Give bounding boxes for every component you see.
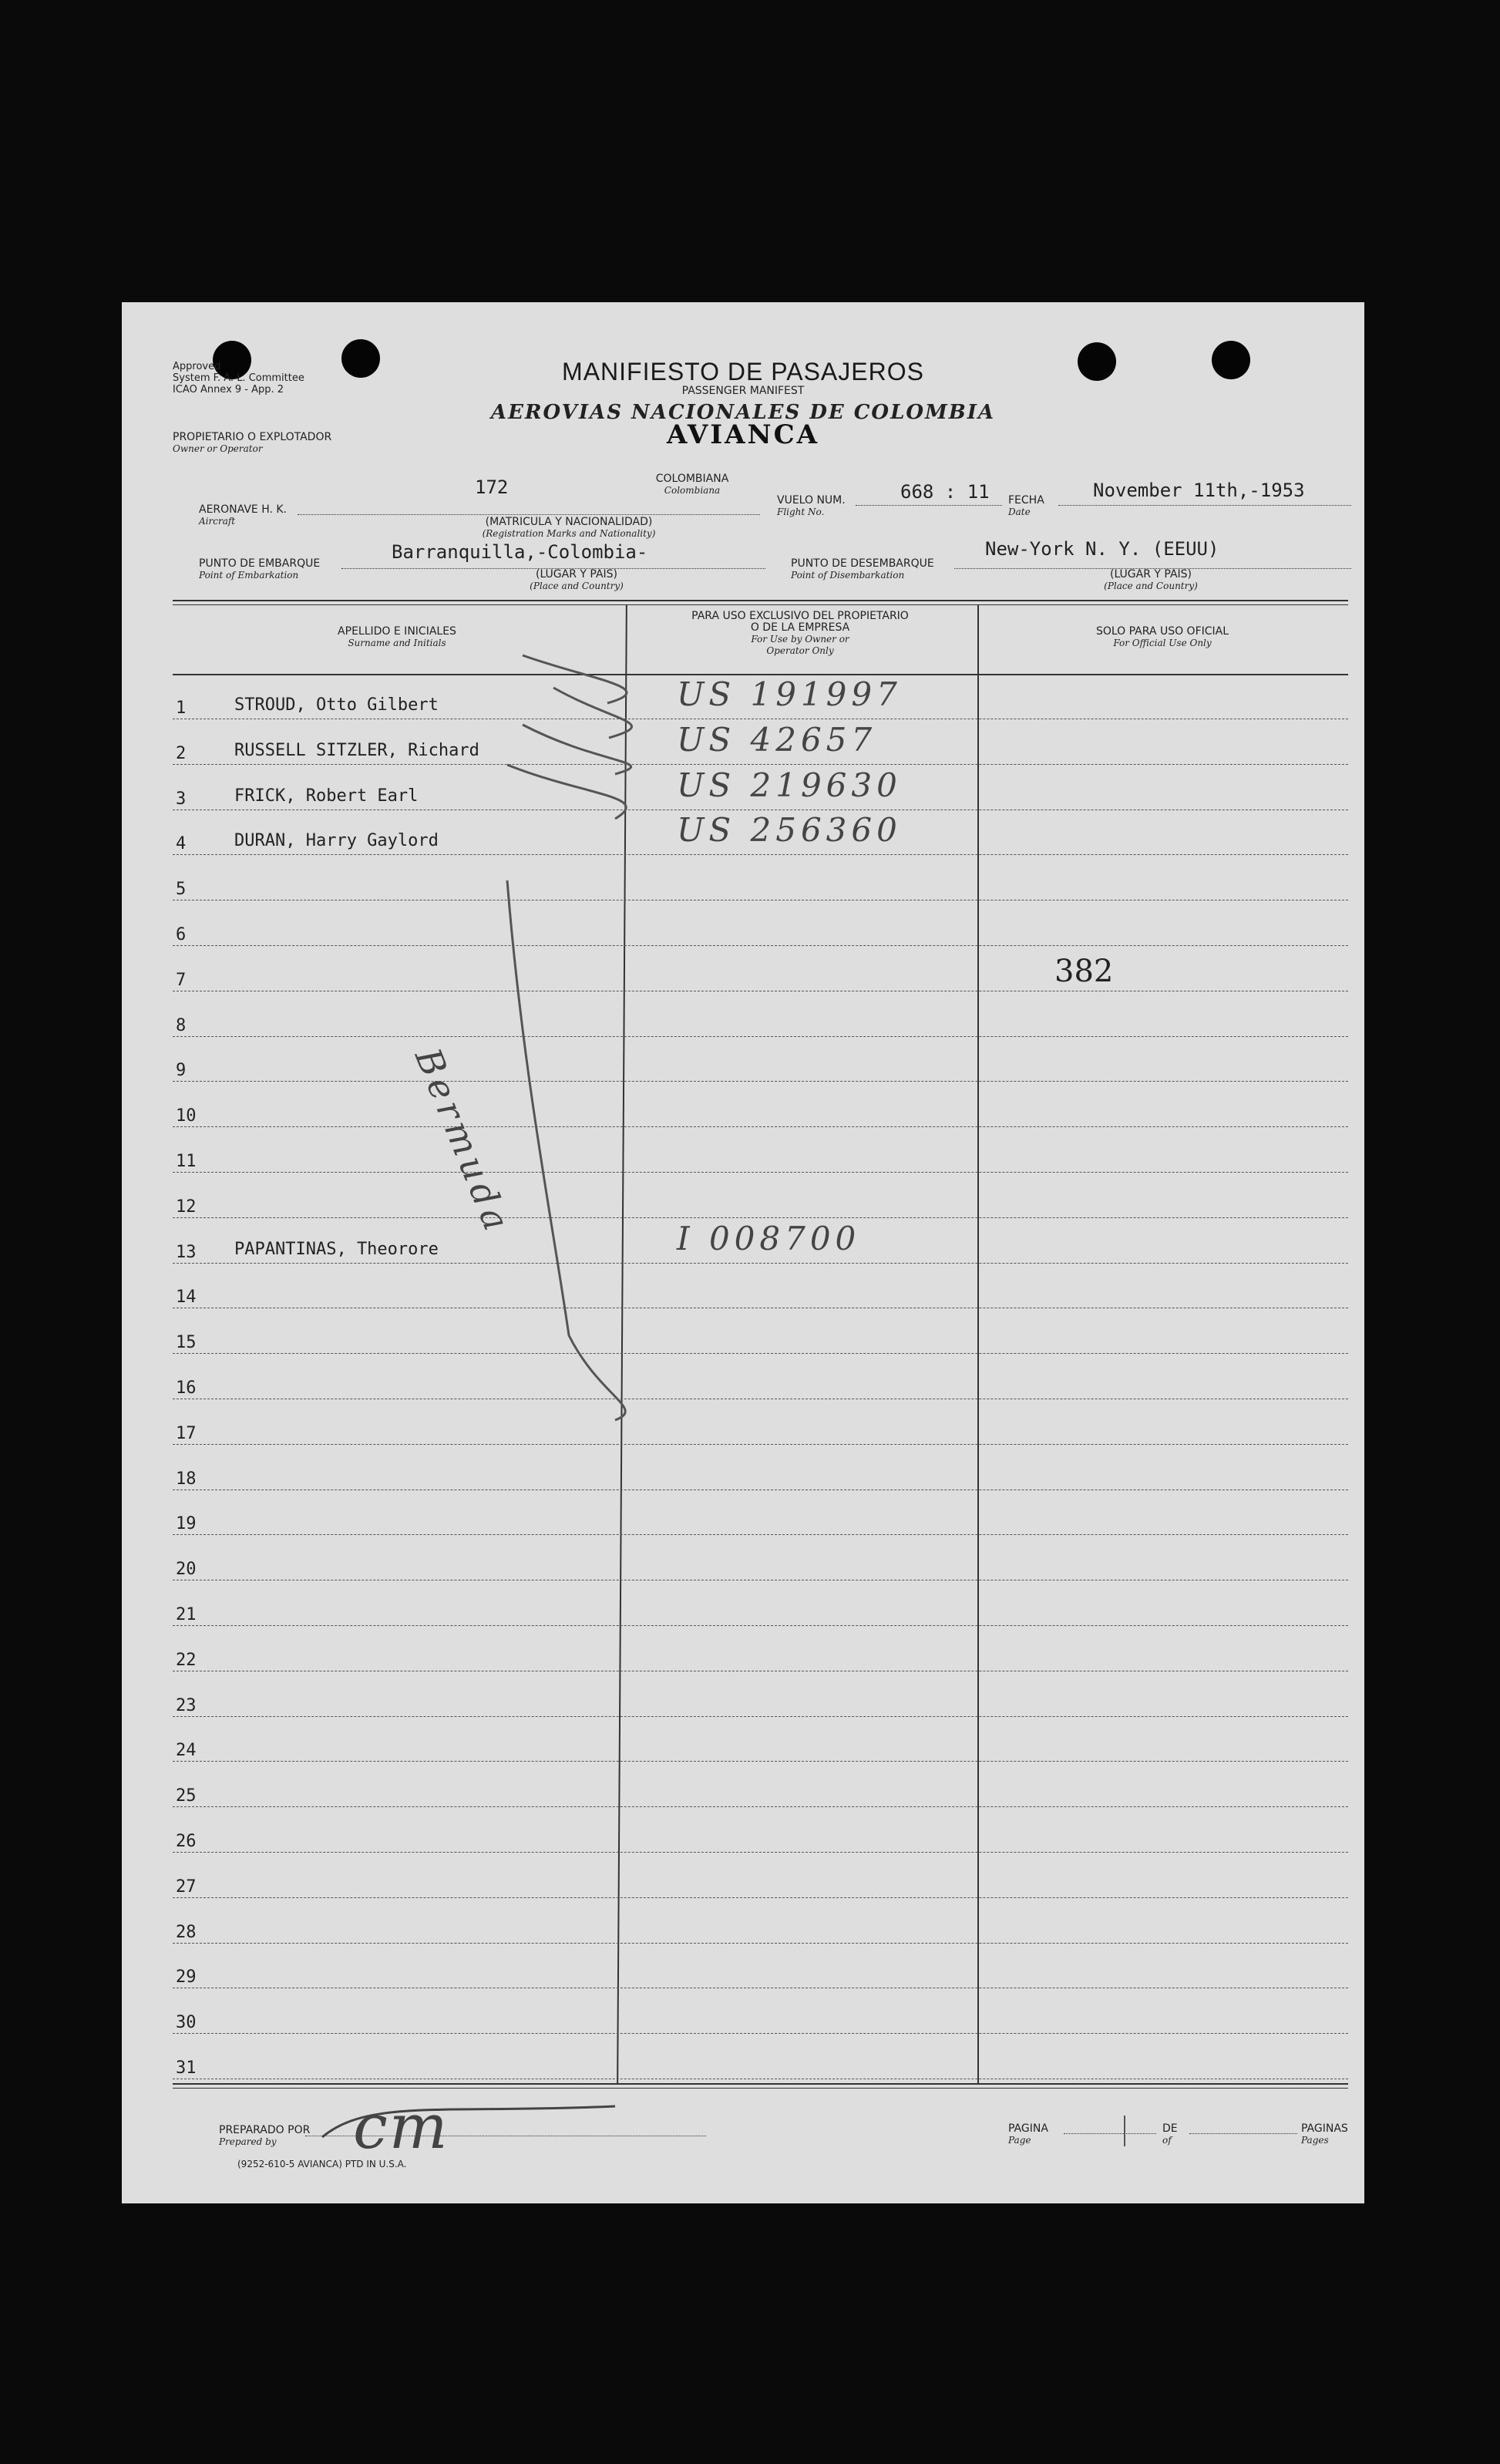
row-number: 11: [176, 1152, 197, 1171]
registration-caption-en: (Registration Marks and Nationality): [482, 528, 656, 539]
disembark-label-es: PUNTO DE DESEMBARQUE: [791, 557, 934, 570]
row-number: 22: [176, 1650, 197, 1670]
row-number: 28: [176, 1922, 197, 1942]
owner-label-en: Owner or Operator: [173, 443, 263, 454]
owner-label-es: PROPIETARIO O EXPLOTADOR: [173, 431, 332, 443]
operator-entry: US 219630: [677, 766, 902, 804]
pages-label-en: Pages: [1301, 2135, 1329, 2146]
row-number: 12: [176, 1197, 197, 1217]
handwriting-strokes: [122, 302, 1364, 2203]
aircraft-label-es: AERONAVE H. K.: [199, 503, 288, 516]
page-label-en: Page: [1008, 2135, 1031, 2146]
row-number: 25: [176, 1786, 197, 1806]
aircraft-label-en: Aircraft: [199, 516, 236, 527]
operator-entry: US 256360: [677, 811, 902, 850]
bracket-stroke-long: [507, 880, 625, 1420]
signature: cm: [353, 2091, 449, 2163]
row-number: 24: [176, 1741, 197, 1761]
operator-entry: US 42657: [677, 720, 877, 759]
row-number: 5: [176, 880, 187, 900]
prepared-by-label: [219, 2125, 310, 2148]
table-bottom-rule: [173, 2083, 1348, 2085]
column-header-names-en: Surname and Initials: [348, 638, 446, 648]
date-label-es: FECHA: [1008, 494, 1044, 507]
page-underline: [1064, 2133, 1156, 2134]
row-number: 29: [176, 1967, 197, 1988]
passenger-name: FRICK, Robert Earl: [234, 786, 419, 806]
row-number: 4: [176, 834, 187, 854]
flight-label-en: Flight No.: [777, 507, 825, 517]
form-title: MANIFIESTO DE PASAJEROS: [562, 358, 924, 385]
flight-number: 668 : 11: [900, 481, 990, 503]
row-number: 19: [176, 1514, 197, 1534]
page-label: [1008, 2123, 1048, 2146]
page-label-es: PAGINA: [1008, 2122, 1048, 2135]
pages-underline: [1189, 2133, 1297, 2134]
operator-entry: US 191997: [677, 675, 902, 713]
manifest-sheet: [122, 302, 1364, 2203]
of-label-es: DE: [1162, 2122, 1178, 2135]
bracket-stroke: [507, 765, 626, 819]
passenger-name: DURAN, Harry Gaylord: [234, 831, 439, 851]
column-header-names-es: APELLIDO E INICIALES: [338, 625, 456, 638]
row-number: 30: [176, 2013, 197, 2033]
row-number: 15: [176, 1333, 197, 1353]
of-label: [1162, 2123, 1178, 2146]
of-label-en: of: [1162, 2135, 1172, 2146]
approval-line: Approved: [173, 361, 221, 372]
operator-entry: I 008700: [677, 1219, 861, 1257]
row-number: 16: [176, 1378, 197, 1398]
column-header-official-en: For Official Use Only: [1113, 638, 1212, 648]
prepared-by-label-es: PREPARADO POR: [219, 2124, 311, 2136]
embark-place-caption-en: (Place and Country): [530, 581, 624, 591]
nationality-en: Colombiana: [664, 485, 721, 496]
prepared-by-label-en: Prepared by: [219, 2136, 277, 2147]
approval-line: ICAO Annex 9 - App. 2: [173, 384, 284, 396]
row-number: 8: [176, 1015, 187, 1035]
flight-date: November 11th,-1953: [1093, 480, 1305, 501]
passenger-name: PAPANTINAS, Theorore: [234, 1239, 439, 1259]
nationality-es: COLOMBIANA: [655, 473, 729, 485]
pages-label-es: PAGINAS: [1301, 2122, 1348, 2135]
passenger-name: STROUD, Otto Gilbert: [234, 695, 439, 715]
row-number: 23: [176, 1695, 197, 1715]
disembark-place-caption-en: (Place and Country): [1104, 581, 1198, 591]
flight-label-es: VUELO NUM.: [777, 494, 846, 507]
column-header-operator-line2: O DE LA EMPRESA: [750, 621, 850, 634]
column-header-operator-en2: Operator Only: [766, 645, 834, 656]
row-number: 17: [176, 1423, 197, 1443]
row-number: 26: [176, 1832, 197, 1851]
row-number: 7: [176, 970, 187, 990]
page-slash-mark: [1124, 2116, 1125, 2146]
form-subtitle: PASSENGER MANIFEST: [681, 385, 805, 397]
row-number: 18: [176, 1469, 197, 1489]
bracket-stroke: [553, 688, 632, 738]
passenger-name: RUSSELL SITZLER, Richard: [234, 740, 479, 760]
table-bottom-rule-inner: [173, 2088, 1348, 2089]
row-number: 3: [176, 789, 187, 809]
bracket-stroke: [523, 725, 631, 774]
row-number: 20: [176, 1560, 197, 1580]
disembark-place-caption-es: (LUGAR Y PAIS): [1109, 568, 1192, 581]
row-number: 13: [176, 1242, 197, 1262]
airline-brand: AVIANCA: [666, 419, 820, 450]
airline-name: AEROVIAS NACIONALES DE COLOMBIA: [490, 401, 996, 424]
row-number: 27: [176, 1877, 197, 1897]
row-number: 21: [176, 1605, 197, 1624]
row-number: 1: [176, 698, 187, 718]
form-code: (9252-610-5 AVIANCA) PTD IN U.S.A.: [237, 2159, 407, 2169]
row-number: 9: [176, 1061, 187, 1081]
row-number: 2: [176, 743, 187, 763]
embark-label-es: PUNTO DE EMBARQUE: [199, 557, 321, 570]
approval-line: System F. A. L. Committee: [173, 372, 304, 384]
row-number: 31: [176, 2058, 197, 2078]
disembark-label-en: Point of Disembarkation: [791, 570, 905, 581]
disembark-place: New-York N. Y. (EEUU): [985, 538, 1219, 560]
row-number: 6: [176, 925, 187, 944]
row-number: 10: [176, 1106, 197, 1126]
row-number: 14: [176, 1288, 197, 1308]
pages-label: [1301, 2123, 1348, 2146]
date-label-en: Date: [1008, 507, 1031, 517]
aircraft-number: 172: [475, 476, 509, 498]
embark-label-en: Point of Embarkation: [199, 570, 299, 581]
embark-place-caption-es: (LUGAR Y PAIS): [535, 568, 618, 581]
bracket-stroke: [523, 655, 627, 703]
column-header-operator-line1: PARA USO EXCLUSIVO DEL PROPIETARIO: [691, 610, 909, 622]
margin-annotation: Bermuda: [406, 1042, 520, 1240]
column-header-official-es: SOLO PARA USO OFICIAL: [1095, 625, 1229, 638]
official-entry: 382: [1054, 953, 1114, 989]
column-header-operator-en1: For Use by Owner or: [751, 634, 849, 645]
embark-place: Barranquilla,-Colombia-: [392, 541, 648, 563]
registration-caption-es: (MATRICULA Y NACIONALIDAD): [485, 516, 653, 528]
